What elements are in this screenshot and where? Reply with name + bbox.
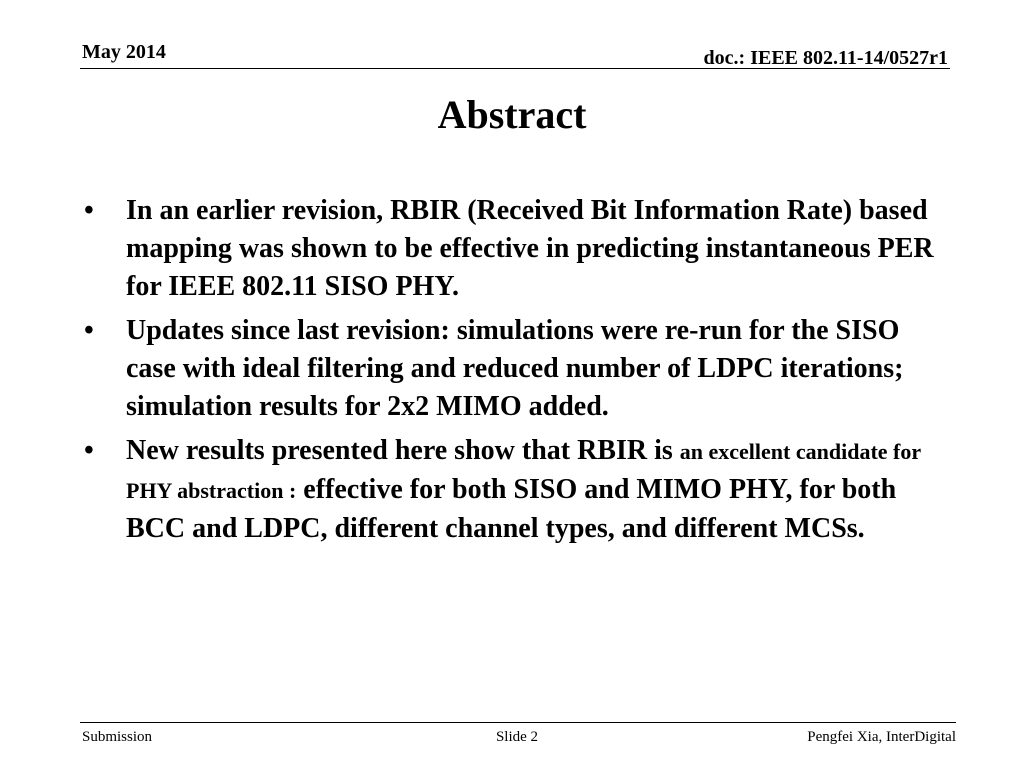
bullet-text-part3: effective for both SISO and MIMO PHY, for both BCC and LDPC, different channel types, and different MCSs. — [126, 474, 897, 544]
header-divider — [80, 68, 950, 69]
bullet-list — [84, 192, 944, 554]
bullet-item-2 — [84, 312, 944, 426]
bullet-dot-icon: • — [84, 435, 94, 466]
footer-slide-number: Slide 2 — [495, 729, 539, 745]
bullet-dot-icon: • — [84, 315, 94, 346]
bullet-text-part1: New results presented here show that RBIR is — [126, 435, 680, 466]
bullet-text: In an earlier revision, RBIR (Received Bit Information Rate) based mapping was shown to be effective in predicting instantaneous PER for IEEE 802.11 SISO PHY. — [126, 195, 934, 302]
bullet-dot-icon: • — [84, 195, 94, 226]
footer-divider — [80, 722, 956, 723]
slide-title: Abstract — [437, 92, 587, 137]
bullet-item-1 — [84, 192, 944, 306]
footer-author: Pengfei Xia, InterDigital — [807, 729, 956, 745]
header-doc-id: doc.: IEEE 802.11-14/0527r1 — [703, 47, 948, 69]
bullet-text-part2: an excellent candidate for PHY abstraction : — [126, 439, 921, 503]
footer-submission: Submission — [82, 729, 153, 745]
header-date: May 2014 — [82, 41, 166, 63]
bullet-text: Updates since last revision: simulations were re-run for the SISO case with ideal filtering and reduced number of LDPC iterations; simulation results for 2x2 MIMO added. — [126, 315, 904, 422]
bullet-item-3 — [84, 432, 944, 548]
